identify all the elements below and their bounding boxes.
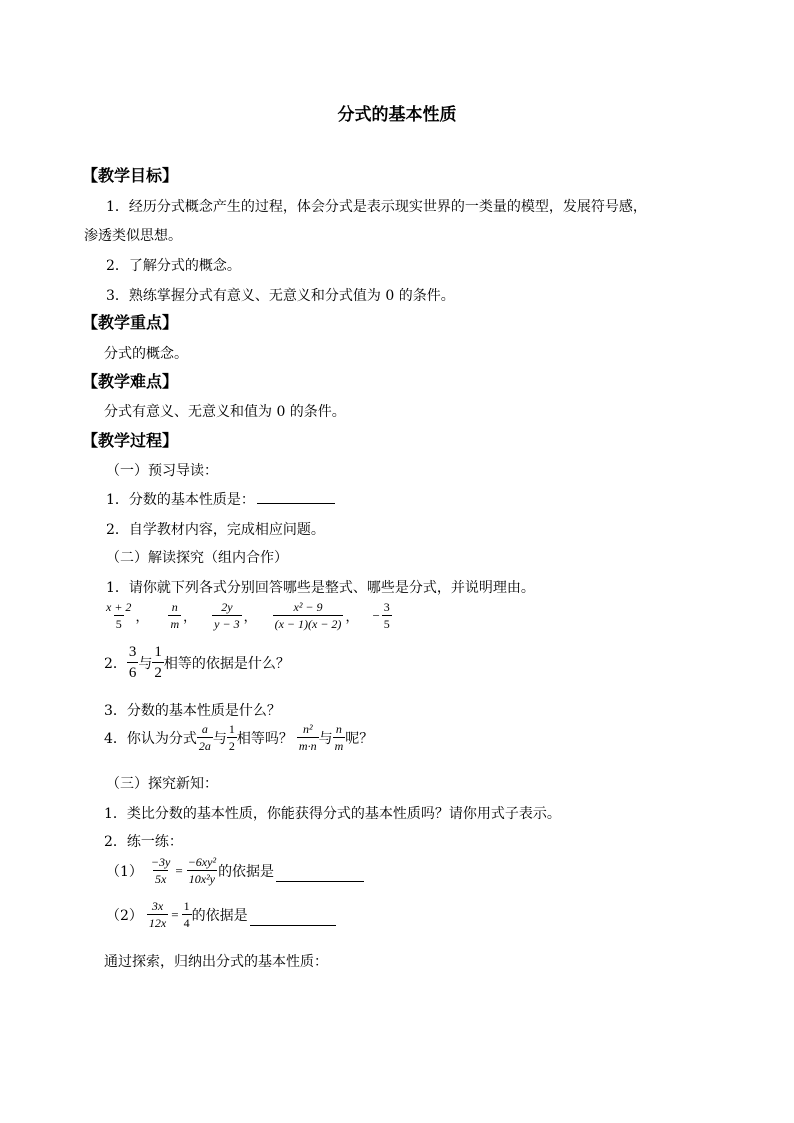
- goal-item-1-line-2: 渗透类似思想。: [84, 228, 182, 244]
- exercise-2: [106, 899, 336, 930]
- expression-2: [168, 600, 181, 631]
- expression-3-numerator: 2y: [221, 600, 233, 614]
- fraction-numerator: n²: [302, 722, 313, 736]
- part2-title: （二）解读探究（组内合作）: [106, 550, 288, 566]
- fraction-denominator: m: [334, 739, 344, 753]
- fraction-denominator: 12x: [148, 916, 167, 930]
- difficulties-text: 分式有意义、无意义和值为 0 的条件。: [104, 404, 346, 420]
- part2-item-2: [104, 643, 290, 682]
- expression-2-denominator: m: [170, 617, 180, 631]
- goals-heading: 【教学目标】: [82, 166, 179, 185]
- fraction-numerator: 1: [183, 899, 190, 913]
- comma: ，: [183, 609, 197, 624]
- fraction-denominator: m·n: [298, 739, 317, 753]
- key-points-text: 分式的概念。: [104, 346, 188, 362]
- part1-item-1-text: 1．分数的基本性质是：: [106, 492, 255, 508]
- page-title: 分式的基本性质: [337, 105, 457, 125]
- expression-5-denominator: 5: [383, 617, 390, 631]
- part2-item-4-mid-3: 与: [318, 730, 333, 747]
- fraction-1-over-2: [227, 722, 237, 753]
- expression-5-sign: −: [372, 607, 380, 623]
- fraction-numerator: a: [201, 722, 208, 736]
- goal-item-1-line-1: 1．经历分式概念产生的过程，体会分式是表示现实世界的一类量的模型，发展符号感，: [106, 199, 647, 215]
- fraction-numerator: −3y: [150, 855, 171, 869]
- fraction-denominator: 4: [183, 916, 190, 930]
- fraction-n2-over-mn: [297, 722, 319, 753]
- expression-list: [104, 600, 392, 631]
- fraction-numerator: 3x: [151, 899, 164, 913]
- fraction-numerator: n: [335, 722, 342, 736]
- part2-item-2-suffix: 相等的依据是什么？: [163, 655, 290, 672]
- exercise-1-answer-blank[interactable]: [276, 867, 364, 882]
- exercise-2-rhs-fraction: [182, 899, 192, 930]
- part2-item-4-mid-2: 相等吗？: [236, 730, 293, 747]
- part2-item-2-mid: 与: [138, 655, 153, 672]
- fraction-1-over-2: [152, 643, 164, 682]
- exercise-2-answer-blank[interactable]: [250, 911, 336, 926]
- exercise-1-rhs-fraction: [186, 855, 218, 886]
- expression-1-numerator: x + 2: [106, 600, 132, 614]
- part1-item-1: [106, 489, 335, 509]
- goal-item-2: 2．了解分式的概念。: [106, 258, 241, 274]
- key-points-heading: 【教学重点】: [82, 313, 179, 332]
- fraction-numerator: −6xy²: [187, 855, 217, 869]
- fraction-numerator: 1: [228, 722, 235, 736]
- fraction-a-over-2a: [197, 722, 213, 753]
- difficulties-heading: 【教学难点】: [82, 372, 179, 391]
- goal-item-3: 3．熟练掌握分式有意义、无意义和分式值为 0 的条件。: [106, 288, 455, 304]
- fraction-numerator: 1: [154, 644, 162, 660]
- part2-item-4-prefix: 4．你认为分式: [104, 730, 197, 747]
- fraction-denominator: 10x²y: [188, 872, 215, 886]
- exercise-2-suffix: 的依据是: [191, 907, 248, 924]
- part2-item-4-suffix: 呢？: [345, 730, 374, 747]
- expression-4-numerator: x² − 9: [293, 600, 323, 614]
- exercise-1-label: （1）: [106, 863, 143, 880]
- exercise-2-lhs-fraction: [147, 899, 168, 930]
- exercise-2-label: （2）: [106, 907, 143, 924]
- fraction-denominator: 2: [152, 662, 164, 682]
- summary-prompt: 通过探索，归纳出分式的基本性质：: [104, 954, 328, 970]
- part3-item-2: 2．练一练：: [104, 834, 183, 850]
- equals-sign: =: [175, 862, 183, 878]
- part2-item-2-prefix: 2．: [104, 655, 127, 672]
- comma: ，: [135, 609, 149, 624]
- exercise-1-lhs-fraction: [149, 855, 172, 886]
- expression-1: [104, 600, 133, 631]
- fraction-n-over-m: [333, 722, 346, 753]
- expression-2-numerator: n: [171, 600, 178, 614]
- expression-1-denominator: 5: [115, 617, 122, 631]
- expression-4: [273, 600, 344, 631]
- part2-item-1: 1．请你就下列各式分别回答哪些是整式、哪些是分式，并说明理由。: [106, 580, 535, 596]
- answer-blank[interactable]: [257, 489, 335, 504]
- expression-3: [212, 600, 241, 631]
- comma: ，: [243, 609, 257, 624]
- exercise-1-suffix: 的依据是: [218, 863, 275, 880]
- part2-item-4-mid-1: 与: [212, 730, 227, 747]
- expression-5-numerator: 3: [383, 600, 390, 614]
- part3-item-1: 1．类比分数的基本性质，你能获得分式的基本性质吗？请你用式子表示。: [104, 806, 561, 822]
- equals-sign: =: [171, 906, 179, 922]
- part2-item-4: [104, 722, 373, 753]
- fraction-denominator: 6: [127, 662, 139, 682]
- fraction-denominator: 5x: [154, 872, 167, 886]
- expression-5: [382, 600, 392, 631]
- fraction-denominator: 2: [228, 739, 235, 753]
- part1-title: （一）预习导读：: [106, 463, 218, 479]
- fraction-3-over-6: [127, 643, 139, 682]
- part1-item-2: 2．自学教材内容，完成相应问题。: [106, 522, 325, 538]
- part3-title: （三）探究新知：: [106, 776, 218, 792]
- expression-4-denominator: (x − 1)(x − 2): [274, 617, 342, 631]
- part2-item-3: 3．分数的基本性质是什么？: [104, 703, 281, 719]
- fraction-numerator: 3: [128, 644, 137, 660]
- comma: ，: [345, 609, 359, 624]
- exercise-1: [106, 855, 364, 886]
- process-heading: 【教学过程】: [82, 431, 179, 450]
- fraction-denominator: 2a: [198, 739, 211, 753]
- expression-3-denominator: y − 3: [214, 617, 240, 631]
